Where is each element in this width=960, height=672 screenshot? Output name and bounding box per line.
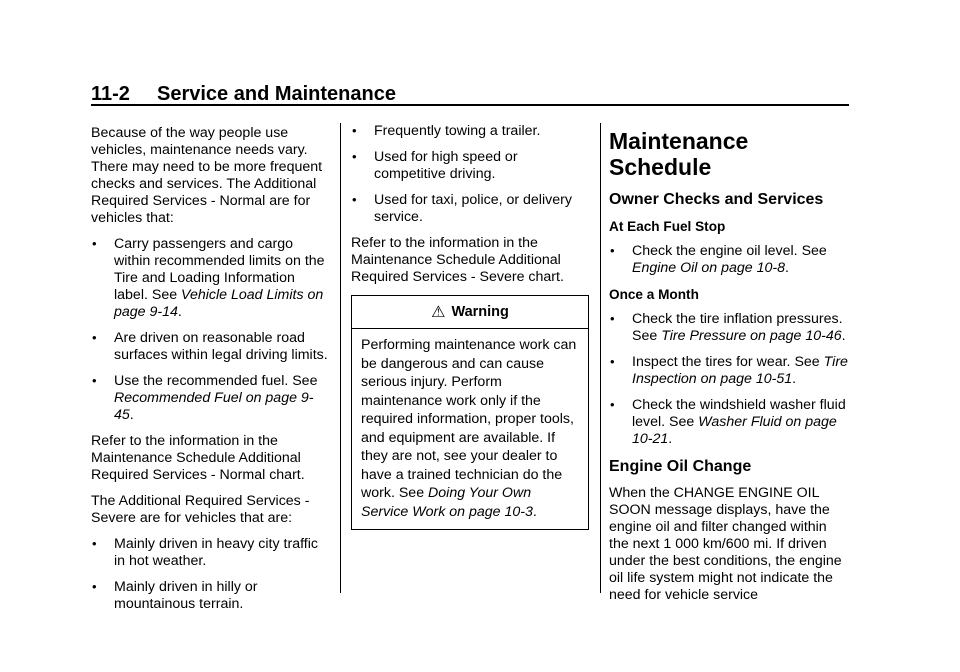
column-divider	[600, 123, 601, 593]
cross-reference: Tire Inspection on page 10-51	[632, 354, 848, 387]
refer-normal-paragraph: Refer to the information in the Maintenance Schedule Additional Required Services - Normal chart.	[91, 433, 305, 483]
severe-intro-paragraph: The Additional Required Services - Severe are for vehicles that are:	[91, 493, 310, 526]
list-item: • Used for taxi, police, or delivery service.	[352, 192, 572, 225]
page-header	[91, 80, 849, 106]
intro-paragraph: Because of the way people use vehicles, maintenance needs vary. There may need to be more frequent checks and services. The Additional Required Services - Normal are for vehicles that:	[91, 125, 323, 226]
bullet-icon: •	[352, 192, 357, 207]
cross-reference: Engine Oil on page 10-8	[632, 260, 786, 276]
warning-icon: ⚠	[431, 303, 446, 321]
list-item: • Inspect the tires for wear. See Tire Inspection on page 10-51.	[610, 354, 848, 387]
list-item: • Mainly driven in heavy city traffic in hot weather.	[92, 536, 318, 569]
bullet-icon: •	[610, 397, 615, 412]
severe-conditions-list	[91, 536, 331, 613]
bullet-icon: •	[92, 579, 97, 594]
list-item: • Check the windshield washer fluid level. See Washer Fluid on page 10-21.	[610, 397, 846, 447]
fuel-stop-list	[609, 243, 859, 277]
bullet-icon: •	[92, 373, 97, 388]
normal-conditions-list	[91, 236, 331, 424]
bullet-icon: •	[610, 311, 615, 326]
list-item: • Check the tire inflation pressures. See Tire Pressure on page 10-46.	[610, 311, 846, 344]
list-item: • Used for high speed or competitive driving.	[352, 149, 518, 182]
monthly-heading: Once a Month	[609, 287, 699, 302]
warning-body: Performing maintenance work can be dangerous and can cause serious injury. Perform maintenance work only if the required information, proper tools, and equipment are available. If they are not, see your dealer to have a trained technician do the work. See Doing Your Own Service Work on page 10-3.	[361, 337, 577, 520]
list-item: • Mainly driven in hilly or mountainous terrain.	[92, 579, 258, 612]
bullet-icon: •	[352, 123, 357, 138]
warning-box	[351, 295, 589, 530]
column-divider	[340, 123, 341, 593]
severe-conditions-list-continued	[351, 123, 591, 226]
column-3	[609, 128, 859, 613]
list-item: • Carry passengers and cargo within recommended limits on the Tire and Loading Information label. See Vehicle Load Limits on page 9-14.	[92, 236, 325, 320]
column-1	[91, 125, 331, 622]
cross-reference: Washer Fluid on page 10-21	[632, 414, 837, 447]
list-item: • Are driven on reasonable road surfaces within legal driving limits.	[92, 330, 328, 363]
bullet-icon: •	[610, 354, 615, 369]
engine-oil-change-heading: Engine Oil Change	[609, 458, 752, 475]
list-item: • Check the engine oil level. See Engine Oil on page 10-8.	[610, 243, 827, 276]
owner-checks-heading: Owner Checks and Services	[609, 191, 824, 208]
engine-oil-paragraph: When the CHANGE ENGINE OIL SOON message displays, have the engine oil and filter changed within the next 1 000 km/600 mi. If driven under the best conditions, the engine oil life system might not indicate the need for vehicle service	[609, 485, 842, 603]
monthly-list	[609, 311, 859, 448]
page-number: 11-2	[91, 83, 130, 105]
refer-severe-paragraph: Refer to the information in the Maintenance Schedule Additional Required Services - Severe chart.	[351, 235, 564, 285]
list-item: • Use the recommended fuel. See Recommended Fuel on page 9-45.	[92, 373, 318, 423]
bullet-icon: •	[92, 236, 97, 251]
bullet-icon: •	[92, 536, 97, 551]
bullet-icon: •	[610, 243, 615, 258]
cross-reference: Vehicle Load Limits on page 9-14	[114, 287, 324, 320]
fuel-stop-heading: At Each Fuel Stop	[609, 219, 726, 234]
warning-header	[352, 296, 588, 329]
warning-title: Warning	[451, 303, 509, 320]
maintenance-schedule-heading: Maintenance Schedule	[609, 128, 749, 180]
cross-reference: Recommended Fuel on page 9-45	[114, 390, 314, 423]
column-2	[351, 123, 591, 530]
cross-reference: Doing Your Own Service Work on page 10-3	[361, 485, 533, 520]
bullet-icon: •	[92, 330, 97, 345]
bullet-icon: •	[352, 149, 357, 164]
section-title: Service and Maintenance	[157, 83, 396, 105]
list-item: • Frequently towing a trailer.	[352, 123, 541, 139]
cross-reference: Tire Pressure on page 10-46	[661, 328, 842, 344]
